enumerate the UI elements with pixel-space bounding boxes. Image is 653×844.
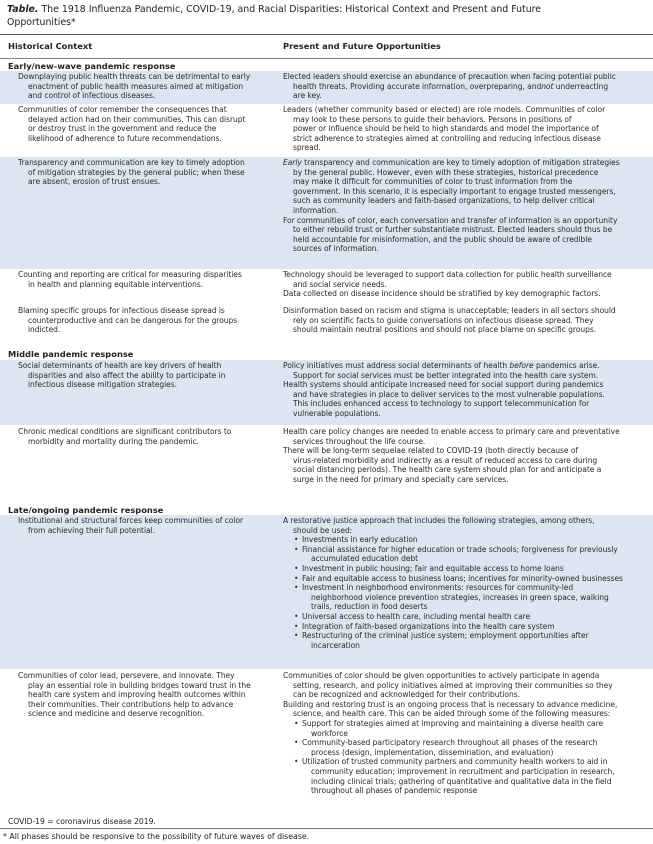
cell-early-5-context: Blaming specific groups for infectious disease spread is counterproductive and can be dangerous for the groups indicted. bbox=[18, 306, 238, 335]
list-item: • Utilization of trusted community partners and community health workers to aid in community education; improvement in recruitment and participation in research, including clinical trials; gathering of quantitative and qualitative data in the field throughout all phases of pandemic response bbox=[293, 757, 617, 795]
abbreviation-note: COVID-19 = coronavirus disease 2019. bbox=[8, 817, 156, 826]
footer-rule bbox=[0, 828, 653, 829]
cell-early-2-context: Communities of color remember the consequences that delayed action had on their communities. This can disrupt or destroy trust in the government and reduce the likelihood of adherence to future recommendations. bbox=[18, 105, 246, 143]
list-item: • Investments in early education bbox=[293, 535, 623, 545]
list-item: • Investment in public housing; fair and equitable access to home loans bbox=[293, 564, 623, 574]
cell-late-1-context: Institutional and structural forces keep communities of color from achieving their full potential. bbox=[18, 516, 244, 535]
cell-late-1-opportunity: A restorative justice approach that includes the following strategies, among others, should be used: • Investments in early education • Financial assistance for higher education or trade schools; forgiveness for previously accumulated education debt • Investment in public housing; fair and equitable access to home loans • Fair and equitable access to business loans; incentives for minority-owned businesses • Investment in neighborhood environments: resources for community-led neighborhood violence prevention strategies, increases in green space, walking trails, reduction in food deserts • Universal access to health care, including mental health care • Integration of faith-based organizations into the health care system • Restructuring of the criminal justice system; employment opportunities after incarceration bbox=[283, 516, 623, 650]
footnote: * All phases should be responsive to the possibility of future waves of disease. bbox=[3, 832, 310, 841]
cell-late-2-opportunity: Communities of color should be given opportunities to actively participate in agenda setting, research, and policy initiatives aimed at improving their communities so they can be recognized and acknowledged for their contributions. Building and restoring trust is an ongoing process that is necessary to advance medicine, science, and health care. This can be aided through some of the following measures: • Support for strategies aimed at improving and maintaining a diverse health care workforce • Community-based participatory research throughout all phases of the research process (design, implementation, dissemination, and evaluation) • Utilization of trusted community partners and community health workers to aid in community education; improvement in recruitment and participation in research, including clinical trials; gathering of quantitative and qualitative data in the field throughout all phases of pandemic response bbox=[283, 671, 617, 796]
cell-middle-2-context: Chronic medical conditions are significant contributors to morbidity and mortality during the pandemic. bbox=[18, 427, 232, 446]
column-header-historical: Historical Context bbox=[8, 41, 93, 51]
list-item: • Integration of faith-based organizations into the health care system bbox=[293, 622, 623, 632]
table-caption bbox=[7, 4, 647, 29]
cell-middle-1-context: Social determinants of health are key drivers of health disparities and also affect the ability to participate in infectious disease mitigation strategies. bbox=[18, 361, 226, 390]
list-item: • Financial assistance for higher education or trade schools; forgiveness for previously accumulated education debt bbox=[293, 545, 623, 564]
cell-early-5-opportunity: Disinformation based on racism and stigma is unacceptable; leaders in all sectors should rely on scientific facts to guide conversations on infectious disease spread. They should maintain neutral positions and should not place blame on specific groups. bbox=[283, 306, 616, 335]
cell-early-4-opportunity: Technology should be leveraged to support data collection for public health surveillance and social service needs. Data collected on disease incidence should be stratified by key demographic factors. bbox=[283, 270, 612, 299]
list-item: • Investment in neighborhood environments: resources for community-led neighborhood violence prevention strategies, increases in green space, walking trails, reduction in food deserts bbox=[293, 583, 623, 612]
cell-late-2-context: Communities of color lead, persevere, and innovate. They play an essential role in building bridges toward trust in the health care system and improving health outcomes within their communities. Their contributions help to advance science and medicine and deserve recognition. bbox=[18, 671, 251, 719]
caption-line: Opportunities* bbox=[7, 16, 76, 28]
list-item: • Fair and equitable access to business loans; incentives for minority-owned businesses bbox=[293, 574, 623, 584]
cell-middle-2-opportunity: Health care policy changes are needed to enable access to primary care and preventative services throughout the life course. There will be long-term sequelae related to COVID-19 (both directly because of virus-related morbidity and indirectly as a result of reduced access to care during social distancing periods). The health care system should plan for and anticipate a surge in the need for primary and specialty care services. bbox=[283, 427, 620, 484]
caption-label: Table. bbox=[7, 4, 39, 15]
list-item: • Universal access to health care, including mental health care bbox=[293, 612, 623, 622]
section-early: Early/new-wave pandemic response bbox=[8, 61, 176, 71]
cell-early-1-context: Downplaying public health threats can be detrimental to early enactment of public health measures aimed at mitigation and control of infectious diseases. bbox=[18, 72, 251, 101]
column-header-present-future: Present and Future Opportunities bbox=[283, 41, 441, 51]
cell-middle-1-opportunity: Policy initiatives must address social determinants of health before pandemics arise. Support for social services must be better integrated into the health care system. Health systems should anticipate increased need for social support during pandemics and have strategies in place to deliver services to the most vulnerable populations. This includes enhanced access to technology to support telecommunication for vulnerable populations. bbox=[283, 361, 605, 418]
strategy-list bbox=[283, 535, 623, 650]
cell-early-2-opportunity: Leaders (whether community based or elected) are role models. Communities of color may look to these persons to guide their behaviors. Persons in positions of power or influence should be held to high standards and model the importance of strict adherence to strategies aimed at controlling and reducing infectious disease spread. bbox=[283, 105, 606, 153]
cell-early-3-context: Transparency and communication are key to timely adoption of mitigation strategies by the general public; when these are absent, erosion of trust ensues. bbox=[18, 158, 245, 187]
list-item: • Support for strategies aimed at improving and maintaining a diverse health care workforce bbox=[293, 719, 617, 738]
list-item: • Community-based participatory research throughout all phases of the research process (design, implementation, dissemination, and evaluation) bbox=[293, 738, 617, 757]
caption-line: The 1918 Influenza Pandemic, COVID-19, and Racial Disparities: Historical Context and Present and Future bbox=[41, 4, 542, 15]
cell-early-1-opportunity: Elected leaders should exercise an abundance of precaution when facing potential public health threats. Providing accurate information, overpreparing, andnot underreacting are key. bbox=[283, 72, 616, 101]
section-late: Late/ongoing pandemic response bbox=[8, 505, 164, 515]
table-header bbox=[0, 34, 653, 59]
section-middle: Middle pandemic response bbox=[8, 349, 134, 359]
list-item: • Restructuring of the criminal justice system; employment opportunities after incarceration bbox=[293, 631, 623, 650]
cell-early-3-opportunity: Early transparency and communication are key to timely adoption of mitigation strategies by the general public. However, even with these strategies, historical precedence may make it difficult for communities of color to trust information from the government. In this scenario, it is especially important to engage trusted messengers, such as community leaders and faith-based organizations, to help deliver critical information. For communities of color, each conversation and transfer of information is an opportunity to either rebuild trust or further substantiate mistrust. Elected leaders should thus be held accountable for misinformation, and the public should be aware of credible sources of information. bbox=[283, 158, 620, 254]
cell-early-4-context: Counting and reporting are critical for measuring disparities in health and planning equitable interventions. bbox=[18, 270, 242, 289]
measures-list bbox=[283, 719, 617, 796]
